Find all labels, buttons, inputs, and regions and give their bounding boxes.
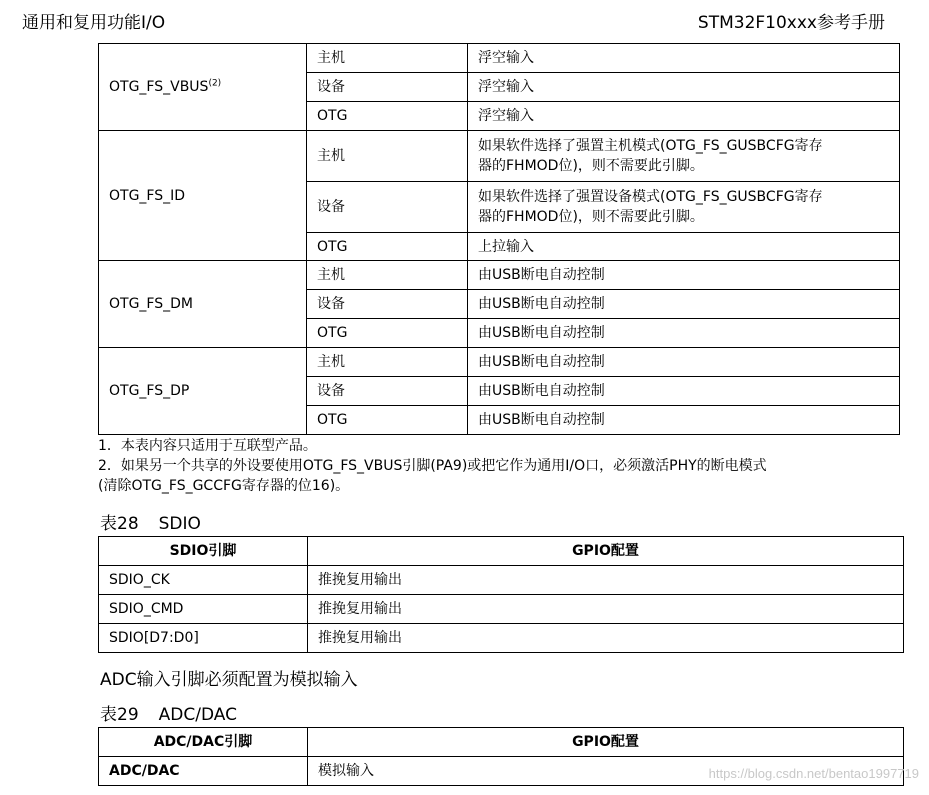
- config-cell: 浮空输入: [468, 44, 900, 73]
- config-cell: 上拉输入: [468, 233, 900, 261]
- header-section-title: 通用和复用功能I/O: [22, 13, 166, 33]
- watermark-url: https://blog.csdn.net/bentao1997719: [708, 766, 919, 781]
- mode-cell: 主机: [307, 44, 468, 73]
- pin-cell: ADC/DAC: [99, 757, 308, 786]
- table-row: [99, 595, 904, 624]
- config-cell: 推挽复用输出: [308, 566, 904, 595]
- config-cell: 由USB断电自动控制: [468, 319, 900, 348]
- pin-cell-dm: OTG_FS_DM: [99, 261, 307, 348]
- config-cell: 如果软件选择了强置主机模式(OTG_FS_GUSBCFG寄存 器的FHMOD位)，则不需要此引脚。: [468, 131, 900, 182]
- config-cell: 由USB断电自动控制: [468, 348, 900, 377]
- pin-cell-vbus: OTG_FS_VBUS$^{(2)}$: [99, 44, 307, 131]
- table-row: [99, 261, 900, 290]
- column-header: GPIO配置: [308, 728, 904, 757]
- mode-cell: 主机: [307, 131, 468, 182]
- config-cell: 如果软件选择了强置设备模式(OTG_FS_GUSBCFG寄存 器的FHMOD位)，则不需要此引脚。: [468, 182, 900, 233]
- pin-cell: SDIO[D7:D0]: [99, 624, 308, 653]
- mode-cell: OTG: [307, 319, 468, 348]
- pin-cell-id: OTG_FS_ID: [99, 131, 307, 261]
- otg-pin-config-table: [98, 43, 900, 435]
- mode-cell: 设备: [307, 73, 468, 102]
- mode-cell: 主机: [307, 348, 468, 377]
- table-row: [99, 44, 900, 73]
- mode-cell: OTG: [307, 102, 468, 131]
- sdio-pin-table: [98, 536, 904, 653]
- table-row: [99, 624, 904, 653]
- pin-cell-dp: OTG_FS_DP: [99, 348, 307, 435]
- column-header: GPIO配置: [308, 537, 904, 566]
- config-cell: 由USB断电自动控制: [468, 406, 900, 435]
- mode-cell: 设备: [307, 182, 468, 233]
- table-header-row: [99, 728, 904, 757]
- config-cell: 由USB断电自动控制: [468, 261, 900, 290]
- mode-cell: 设备: [307, 290, 468, 319]
- mode-cell: 主机: [307, 261, 468, 290]
- config-cell: 浮空输入: [468, 73, 900, 102]
- header-manual-title: STM32F10xxx参考手册: [697, 13, 885, 33]
- table-row: [99, 348, 900, 377]
- column-header: ADC/DAC引脚: [99, 728, 308, 757]
- config-cell: 推挽复用输出: [308, 595, 904, 624]
- sdio-table-caption: 表28 SDIO: [100, 514, 201, 534]
- mode-cell: OTG: [307, 233, 468, 261]
- table-notes: [98, 436, 898, 496]
- mode-cell: OTG: [307, 406, 468, 435]
- note-1: 1．本表内容只适用于互联型产品。: [98, 438, 317, 454]
- table-header-row: [99, 537, 904, 566]
- config-cell: 模拟输入: [308, 757, 904, 786]
- note-2-line-2: (清除OTG_FS_GCCFG寄存器的位16)。: [98, 478, 350, 494]
- table-row: [99, 566, 904, 595]
- adc-table-caption: 表29 ADC/DAC: [100, 705, 237, 725]
- config-cell: 浮空输入: [468, 102, 900, 131]
- mode-cell: 设备: [307, 377, 468, 406]
- column-header: SDIO引脚: [99, 537, 308, 566]
- note-2-line-1: 2．如果另一个共享的外设要使用OTG_FS_VBUS引脚(PA9)或把它作为通用I/O口，必须激活PHY的断电模式: [98, 458, 767, 474]
- pin-cell: SDIO_CMD: [99, 595, 308, 624]
- adc-paragraph: ADC输入引脚必须配置为模拟输入: [100, 670, 358, 690]
- config-cell: 由USB断电自动控制: [468, 377, 900, 406]
- table-row: [99, 131, 900, 182]
- config-cell: 推挽复用输出: [308, 624, 904, 653]
- config-cell: 由USB断电自动控制: [468, 290, 900, 319]
- pin-cell: SDIO_CK: [99, 566, 308, 595]
